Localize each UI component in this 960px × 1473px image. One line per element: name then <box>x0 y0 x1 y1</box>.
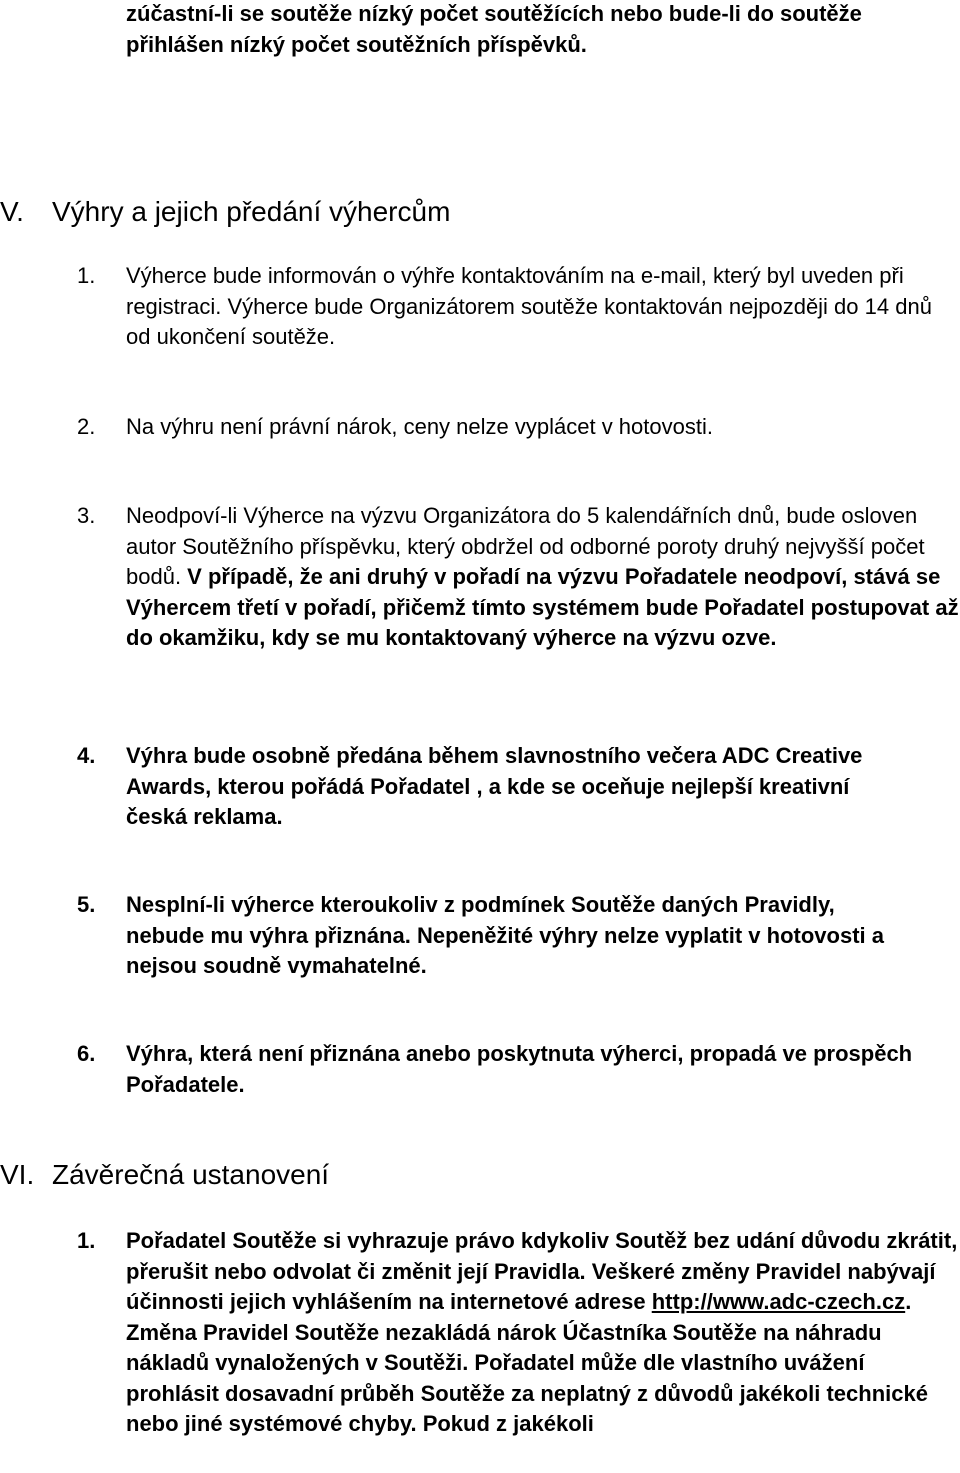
section-6-title: Závěrečná ustanovení <box>52 1159 330 1190</box>
section-5-item-6 <box>0 1039 960 1100</box>
item-number: 3. <box>77 503 96 528</box>
section-5-item-5 <box>0 890 960 982</box>
item-number: 4. <box>77 743 96 768</box>
section-5-item-2 <box>0 412 960 443</box>
item-text: Nesplní-li výherce kteroukoliv z podmínek Soutěže daných Pravidly, nebude mu výhra přiznána. Nepeněžité výhry nelze vyplatit v hotovosti a nejsou soudně vymahatelné. <box>126 892 884 978</box>
item-text: Výherce bude informován o výhře kontaktováním na e-mail, který byl uveden při registraci. Výherce bude Organizátorem soutěže kontaktován nejpozději do 14 dnů od ukončení soutěže. <box>126 263 932 349</box>
section-5-number: V. <box>0 196 24 227</box>
section-5-title: Výhry a jejich předání výhercům <box>52 196 451 227</box>
item-text-after: . Změna Pravidel Soutěže nezakládá nárok Účastníka Soutěže na náhradu nákladů vynaložených v Soutěži. Pořadatel může dle vlastního uvážení prohlásit dosavadní průběh Soutěže za neplatný z důvodů jakékoli technické nebo jiné systémové chyby. Pokud z jakékoli <box>126 1289 928 1436</box>
item-number: 1. <box>77 1228 96 1253</box>
section-5-item-1 <box>0 261 960 353</box>
item-number: 1. <box>77 263 96 288</box>
item-text-before: Pořadatel Soutěže si vyhrazuje právo kdykoliv Soutěž bez udání důvodu zkrátit, přerušit nebo odvolat či změnit její Pravidla. Veškeré změny Pravidel nabývají účinnosti jejich vyhlášením na internetové adrese <box>126 1228 958 1314</box>
item-text <box>126 501 960 654</box>
item-number: 6. <box>77 1041 96 1066</box>
item-text: Výhra bude osobně předána během slavnostního večera ADC Creative Awards, kterou pořádá Pořadatel , a kde se oceňuje nejlepší kreativní česká reklama. <box>126 743 863 829</box>
item-text: Na výhru není právní nárok, ceny nelze vyplácet v hotovosti. <box>126 414 713 439</box>
item-text-regular: Neodpoví-li Výherce na výzvu Organizátora do 5 kalendářních dnů, bude osloven autor Soutěžního příspěvku, který obdržel od odborné poroty druhý nejvyšší počet bodů. <box>126 503 925 589</box>
item-text: Výhra, která není přiznána anebo poskytnuta výherci, propadá ve prospěch Pořadatele. <box>126 1041 913 1097</box>
item-text <box>126 1226 960 1440</box>
section-6-item-1 <box>0 1226 960 1440</box>
section-6-number: VI. <box>0 1159 35 1190</box>
website-link[interactable]: http://www.adc-czech.cz <box>651 1289 906 1314</box>
item-number: 2. <box>77 414 96 439</box>
section-5-item-3 <box>0 501 960 654</box>
item-text-bold: V případě, že ani druhý v pořadí na výzvu Pořadatele neodpoví, stává se Výhercem třetí v pořadí, přičemž tímto systémem bude Pořadatel postupovat až do okamžiku, kdy se mu kontaktovaný výherce na výzvu ozve. <box>126 564 959 650</box>
section-5-item-4 <box>0 741 960 833</box>
item-number: 5. <box>77 892 96 917</box>
intro-paragraph: zúčastní-li se soutěže nízký počet soutěžících nebo bude-li do soutěže přihlášen nízký počet soutěžních příspěvků. <box>126 1 862 57</box>
